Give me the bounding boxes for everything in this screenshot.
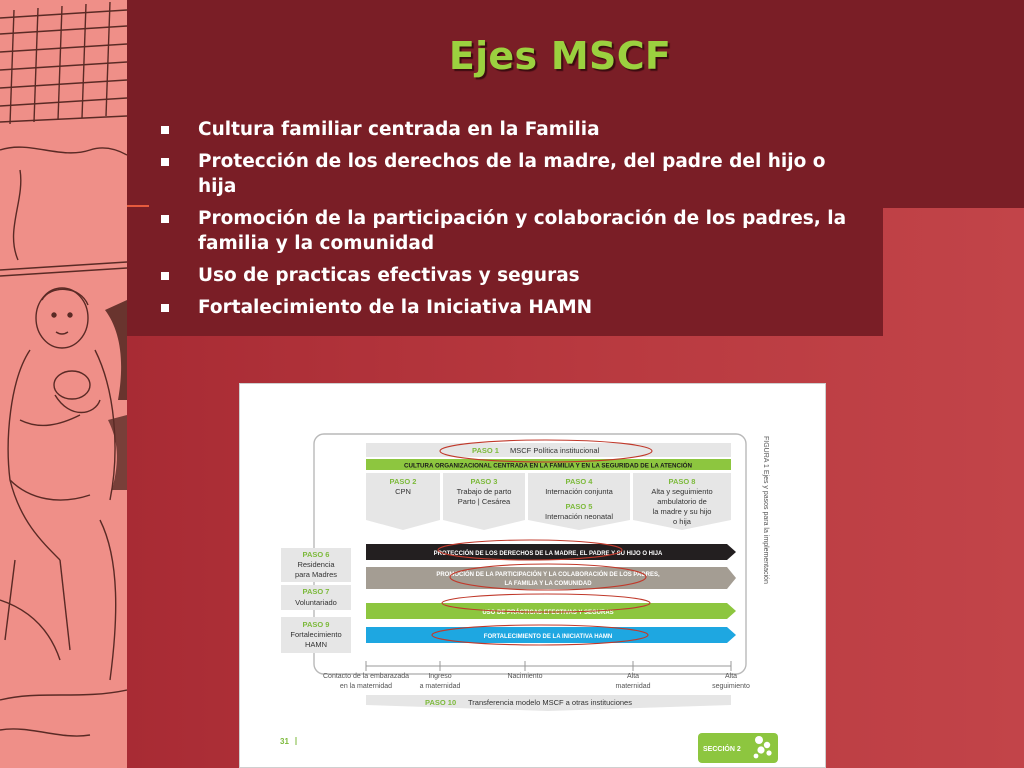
paso5-label: PASO 5 xyxy=(565,502,593,511)
bullet-text: Fortalecimiento de la Iniciativa HAMN xyxy=(198,297,593,318)
bullet-item xyxy=(160,149,860,199)
square-bullet-icon xyxy=(161,304,169,312)
timeline-label: Alta xyxy=(626,673,640,680)
page-number: 31 xyxy=(280,737,289,746)
square-bullet-icon xyxy=(161,158,169,166)
paso5-text: Internación neonatal xyxy=(545,512,613,521)
paso2-text: CPN xyxy=(395,487,411,496)
paso6-label: PASO 6 xyxy=(302,550,330,559)
paso9-line1: Fortalecimiento xyxy=(290,630,342,639)
cultura-text: CULTURA ORGANIZACIONAL CENTRADA EN LA FAMILIA Y EN LA SEGURIDAD DE LA ATENCIÓN xyxy=(404,462,692,470)
paso7-label: PASO 7 xyxy=(302,587,330,596)
paso4-text: Internación conjunta xyxy=(545,487,613,496)
paso10-label: PASO 10 xyxy=(425,698,457,707)
paso4-label: PASO 4 xyxy=(565,477,593,486)
arrow-hamn-text: FORTALECIMIENTO DE LA INICIATIVA HAMN xyxy=(483,634,613,640)
mscf-diagram xyxy=(240,384,827,768)
section-badge-text: SECCIÓN 2 xyxy=(703,746,741,753)
timeline-label: Alta xyxy=(724,673,738,680)
timeline-label: seguimiento xyxy=(712,683,750,690)
slide-title: Ejes MSCF xyxy=(448,34,672,78)
paso2-label: PASO 2 xyxy=(389,477,417,486)
bullet-list xyxy=(160,117,860,327)
paso8-line4: o hija xyxy=(673,517,691,526)
paso3-line1: Trabajo de parto xyxy=(456,487,512,496)
bullet-item xyxy=(160,206,860,256)
timeline-label: en la maternidad xyxy=(339,683,393,690)
bullet-text: Promoción de la participación y colaboración de los padres, la familia y la comunidad xyxy=(198,208,847,254)
paso10-text: Transferencia modelo MSCF a otras instituciones xyxy=(468,698,632,707)
paso7-text: Voluntariado xyxy=(295,598,337,607)
mscf-diagram-figure xyxy=(239,383,826,768)
paso9-line2: HAMN xyxy=(304,640,328,649)
timeline-label: Nacimiento xyxy=(507,673,543,680)
illustration-drawing xyxy=(0,0,127,768)
bullet-text: Cultura familiar centrada en la Familia xyxy=(198,119,600,140)
bullet-text: Uso de practicas efectivas y seguras xyxy=(198,265,580,286)
arrow-practicas-text: USO DE PRÁCTICAS EFECTIVAS Y SEGURAS xyxy=(482,610,614,616)
decorative-illustration xyxy=(0,0,127,768)
accent-divider xyxy=(127,205,149,207)
paso6-line1: Residencia xyxy=(297,560,335,569)
paso3-label: PASO 3 xyxy=(470,477,498,486)
timeline-label: Ingreso xyxy=(428,673,452,680)
arrow-promocion-line1: PROMOCIÓN DE LA PARTICIPACIÓN Y LA COLABORACIÓN DE LOS PADRES, xyxy=(436,572,660,578)
bullet-item xyxy=(160,295,860,320)
bullet-text: Protección de los derechos de la madre, del padre del hijo o hija xyxy=(198,151,826,197)
paso8-label: PASO 8 xyxy=(668,477,696,486)
arrow-proteccion-text: PROTECCIÓN DE LOS DERECHOS DE LA MADRE, EL PADRE Y SU HIJO O HIJA xyxy=(433,551,663,557)
paso6-line2: para Madres xyxy=(294,570,338,579)
arrow-promocion-line2: LA FAMILIA Y LA COMUNIDAD xyxy=(504,581,592,587)
paso9-label: PASO 9 xyxy=(302,620,330,629)
paso8-line2: ambulatorio de xyxy=(657,497,707,506)
paso1-text: MSCF Política institucional xyxy=(510,446,600,455)
timeline-label: maternidad xyxy=(615,683,651,690)
paso8-line1: Alta y seguimiento xyxy=(651,487,713,496)
square-bullet-icon xyxy=(161,215,169,223)
paso8-line3: la madre y su hijo xyxy=(652,507,712,516)
bullet-item xyxy=(160,263,860,288)
bullet-item xyxy=(160,117,860,142)
figure-caption: FIGURA 1 Ejes y pasos para la implementación xyxy=(762,436,769,584)
timeline-label: Contacto de la embarazada xyxy=(323,673,409,680)
square-bullet-icon xyxy=(161,126,169,134)
paso1-label: PASO 1 xyxy=(472,446,499,455)
timeline-label: a maternidad xyxy=(419,683,461,690)
paso3-line2: Parto | Cesárea xyxy=(457,497,511,506)
square-bullet-icon xyxy=(161,272,169,280)
